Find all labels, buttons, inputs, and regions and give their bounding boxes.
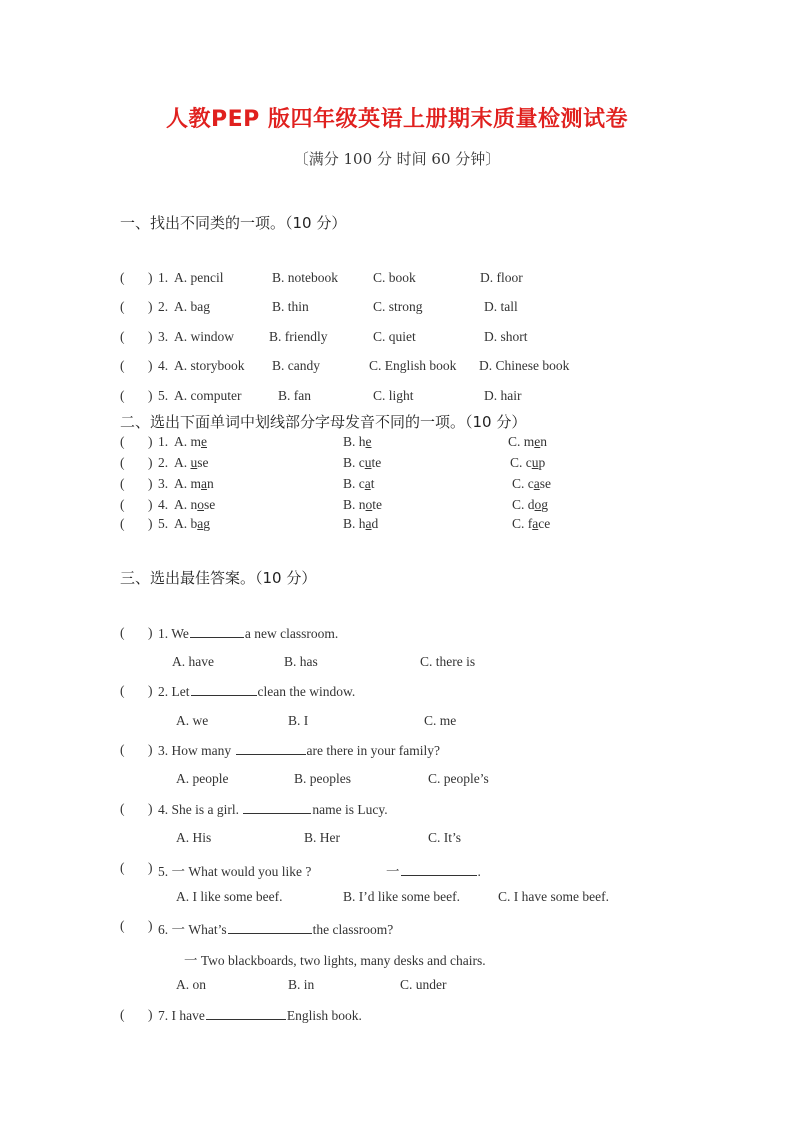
question-number: 5. (158, 516, 169, 531)
answer-bracket-open: ( (120, 860, 125, 875)
underlined-letters: e (534, 434, 541, 449)
answer-bracket-close: ) (148, 358, 153, 373)
option-b: B. fan (278, 388, 311, 403)
page-title: 人教PEP 版四年级英语上册期末质量检测试卷 (166, 107, 628, 132)
question-number: 2. (158, 455, 169, 470)
answer-bracket-close: ) (148, 516, 153, 531)
question-number: 5. (158, 388, 169, 403)
question-stem: 7. I have English book. (158, 1008, 362, 1023)
answer-bracket-open: ( (120, 516, 125, 531)
option-a: A. window (174, 329, 234, 344)
option-a: A. man (174, 476, 214, 491)
answer-bracket-open: ( (120, 497, 125, 512)
answer-bracket-close: ) (148, 270, 153, 285)
question-stem: 4. She is a girl. name is Lucy. (158, 802, 388, 817)
option-a: A. nose (174, 497, 216, 512)
answer-bracket-close: ) (148, 388, 153, 403)
option-b: B. he (343, 434, 372, 449)
underlined-letters: o (534, 497, 542, 512)
question-stem: 2. Let clean the window. (158, 684, 356, 699)
answer-bracket-open: ( (120, 270, 125, 285)
answer-bracket-open: ( (120, 434, 125, 449)
underlined-letters: u (190, 455, 198, 470)
underlined-letters: u (364, 455, 372, 470)
answer-bracket-close: ) (148, 1007, 153, 1022)
answer-bracket-open: ( (120, 683, 125, 698)
answer-bracket-close: ) (148, 801, 153, 816)
answer-bracket-open: ( (120, 801, 125, 816)
question-number: 3. (158, 476, 169, 491)
option-c: C. me (424, 713, 457, 728)
option-c: C. I have some beef. (498, 889, 609, 904)
option-a: A. me (174, 434, 207, 449)
answer-bracket-close: ) (148, 625, 153, 640)
option-b: B. Her (304, 830, 340, 845)
option-a: A. we (176, 713, 209, 728)
option-c: C. under (400, 977, 447, 992)
option-b: B. has (284, 654, 318, 669)
option-a: A. bag (174, 299, 210, 314)
answer-bracket-open: ( (120, 476, 125, 491)
option-c: C. quiet (373, 329, 416, 344)
option-b: B. cute (343, 455, 382, 470)
option-c: C. book (373, 270, 416, 285)
underlined-letters: a (532, 516, 539, 531)
fill-blank[interactable] (206, 1007, 286, 1020)
question-stem: 3. How many are there in your family? (158, 743, 440, 758)
option-a: A. use (174, 455, 209, 470)
underlined-letters: o (365, 497, 373, 512)
answer-text: 一 Two blackboards, two lights, many desks and chairs. (184, 953, 486, 968)
question-stem: 5. 一 What would you like ? (158, 864, 312, 879)
option-b: B. note (343, 497, 383, 512)
answer-bracket-close: ) (148, 455, 153, 470)
option-d: D. hair (484, 388, 522, 403)
answer-bracket-close: ) (148, 683, 153, 698)
section1-heading: 一、找出不同类的一项。（10 分） (120, 214, 347, 232)
option-a: A. I like some beef. (176, 889, 283, 904)
option-a: A. have (172, 654, 214, 669)
section3-heading: 三、选出最佳答案。（10 分） (120, 569, 317, 587)
question-number: 1. (158, 434, 169, 449)
answer-bracket-open: ( (120, 358, 125, 373)
answer-bracket-open: ( (120, 388, 125, 403)
option-c: C. It’s (428, 830, 462, 845)
question-stem: 1. We a new classroom. (158, 626, 339, 641)
option-c: C. there is (420, 654, 476, 669)
question-number: 4. (158, 497, 169, 512)
question-number: 2. (158, 299, 169, 314)
option-c: C. English book (369, 358, 457, 373)
option-a: A. people (176, 771, 229, 786)
fill-blank[interactable] (236, 742, 306, 755)
option-b: B. friendly (269, 329, 328, 344)
fill-blank[interactable] (401, 863, 477, 876)
underlined-letters: e (201, 434, 207, 449)
underlined-letters: e (365, 434, 372, 449)
option-a: A. His (176, 830, 212, 845)
underlined-letters: a (197, 516, 204, 531)
fill-blank[interactable] (228, 921, 312, 934)
option-b: B. cat (343, 476, 375, 491)
question-number: 4. (158, 358, 169, 373)
answer-bracket-close: ) (148, 860, 153, 875)
option-c: C. case (512, 476, 551, 491)
option-d: D. Chinese book (479, 358, 570, 373)
option-c: C. face (512, 516, 551, 531)
section2-heading: 二、选出下面单词中划线部分字母发音不同的一项。（10 分） (120, 413, 527, 431)
option-a: A. pencil (174, 270, 224, 285)
option-d: D. floor (480, 270, 523, 285)
underlined-letters: u (531, 455, 539, 470)
answer-bracket-close: ) (148, 918, 153, 933)
underlined-letters: a (364, 476, 371, 491)
option-d: D. tall (484, 299, 518, 314)
underlined-letters: o (197, 497, 204, 512)
fill-blank[interactable] (243, 801, 311, 814)
underlined-letters: a (533, 476, 540, 491)
answer-bracket-open: ( (120, 625, 125, 640)
option-c: C. cup (510, 455, 546, 470)
option-b: B. had (343, 516, 379, 531)
answer-bracket-open: ( (120, 299, 125, 314)
fill-blank[interactable] (190, 625, 244, 638)
answer-bracket-open: ( (120, 918, 125, 933)
option-b: B. peoples (294, 771, 351, 786)
answer-bracket-close: ) (148, 742, 153, 757)
answer-line: 一 . (386, 864, 481, 879)
option-c: C. men (508, 434, 548, 449)
option-b: B. in (288, 977, 315, 992)
answer-bracket-open: ( (120, 455, 125, 470)
option-b: B. candy (272, 358, 320, 373)
option-c: C. light (373, 388, 414, 403)
answer-bracket-open: ( (120, 742, 125, 757)
question-stem: 6. 一 What’s the classroom? (158, 922, 394, 937)
option-c: C. strong (373, 299, 423, 314)
option-c: C. dog (512, 497, 549, 512)
option-b: B. thin (272, 299, 309, 314)
fill-blank[interactable] (191, 683, 257, 696)
option-a: A. on (176, 977, 206, 992)
option-b: B. notebook (272, 270, 338, 285)
exam-info: 〔满分 100 分 时间 60 分钟〕 (293, 150, 501, 168)
question-number: 1. (158, 270, 169, 285)
answer-bracket-open: ( (120, 329, 125, 344)
option-a: A. storybook (174, 358, 245, 373)
option-a: A. bag (174, 516, 210, 531)
underlined-letters: a (201, 476, 207, 491)
answer-bracket-close: ) (148, 476, 153, 491)
question-number: 3. (158, 329, 169, 344)
option-d: D. short (484, 329, 528, 344)
answer-bracket-open: ( (120, 1007, 125, 1022)
answer-bracket-close: ) (148, 299, 153, 314)
option-c: C. people’s (428, 771, 489, 786)
option-b: B. I (288, 713, 309, 728)
answer-bracket-close: ) (148, 329, 153, 344)
underlined-letters: a (365, 516, 372, 531)
option-a: A. computer (174, 388, 242, 403)
option-b: B. I’d like some beef. (343, 889, 460, 904)
answer-bracket-close: ) (148, 434, 153, 449)
answer-bracket-close: ) (148, 497, 153, 512)
